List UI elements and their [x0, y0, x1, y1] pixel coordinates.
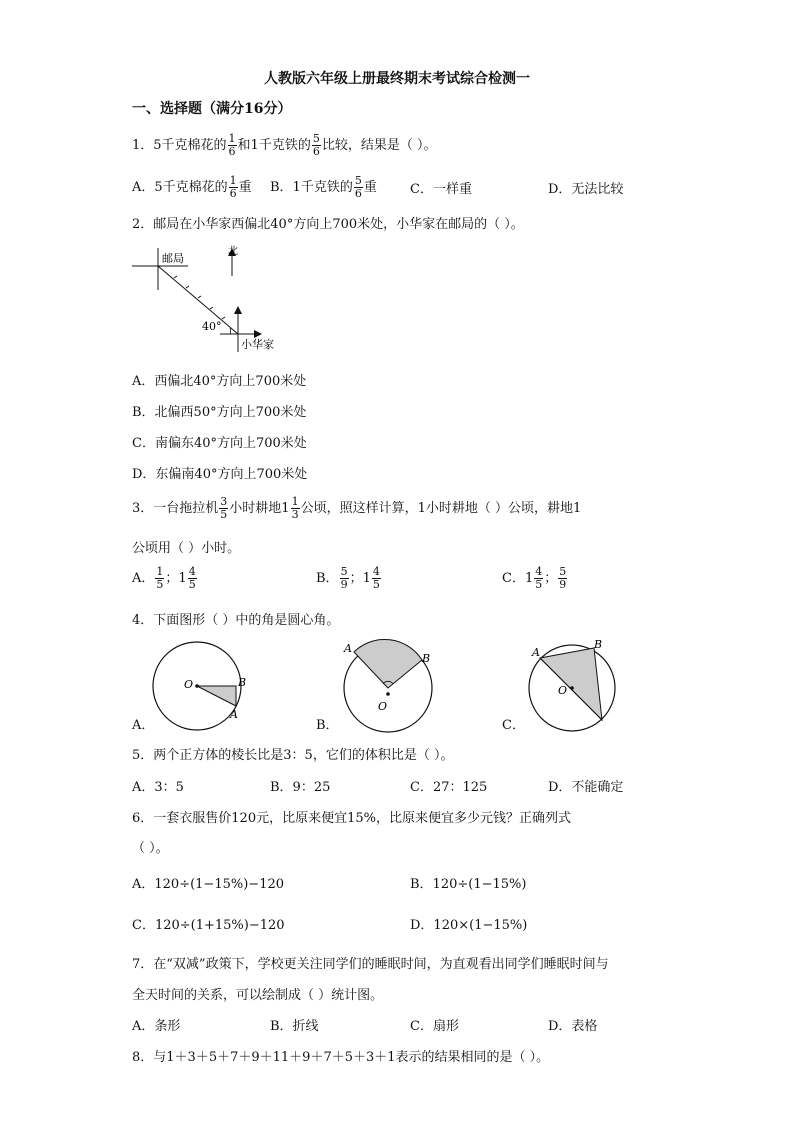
circle-figure-a: [150, 636, 260, 736]
q4-option-b-label: B．: [316, 718, 339, 733]
q6-option-b: B．120÷(1−15%): [410, 877, 527, 892]
q3-option-c: C．1 $\frac{4}{5}$ ； $\frac{5}{9}$: [502, 565, 567, 591]
q5-option-a: A．3：5: [132, 780, 184, 795]
section-heading: 一、选择题（满分16分）: [132, 101, 292, 117]
svg-text:O: O: [378, 700, 388, 713]
q1-option-d: D．无法比较: [548, 182, 624, 197]
page-title: 人教版六年级上册最终期末考试综合检测一: [264, 71, 530, 87]
q5-option-c: C．27：125: [410, 780, 488, 795]
q5-option-d: D．不能确定: [548, 780, 624, 795]
home-label: 小华家: [241, 338, 274, 351]
q2-option-a: A．西偏北40°方向上700米处: [132, 374, 307, 389]
post-office-label: 邮局: [162, 252, 184, 265]
q1-fraction-1: $\frac{1}{6}$: [228, 132, 236, 158]
question-1: [132, 133, 436, 158]
q2-option-d: D．东偏南40°方向上700米处: [132, 467, 308, 482]
q2-option-c: C．南偏东40°方向上700米处: [132, 436, 307, 451]
question-7-line2: 全天时间的关系，可以绘制成（ ）统计图。: [132, 988, 384, 1003]
q1-text-a: 1．5千克棉花的: [132, 138, 227, 153]
q5-option-b: B．9：25: [270, 780, 331, 795]
q7-option-c: C．扇形: [410, 1019, 459, 1034]
q7-option-d: D．表格: [548, 1019, 598, 1034]
question-2: 2．邮局在小华家西偏北40°方向上700米处，小华家在邮局的（ ）。: [132, 217, 524, 232]
q4-option-a-label: A．: [132, 718, 155, 733]
q6-option-d: D．120×(1−15%): [410, 918, 528, 933]
svg-text:A: A: [532, 646, 540, 659]
question-4: 4．下面图形（ ）中的角是圆心角。: [132, 613, 340, 628]
q3-option-b: B． $\frac{5}{9}$ ；1 $\frac{4}{5}$: [316, 565, 380, 591]
q1-text-c: 比较，结果是（ ）。: [321, 138, 437, 153]
q2-option-b: B．北偏西50°方向上700米处: [132, 405, 307, 420]
circle-figure-b: [338, 636, 448, 736]
north-label: 北: [228, 246, 238, 257]
svg-text:B: B: [422, 652, 431, 665]
q1-text-b: 和1千克铁的: [237, 138, 311, 153]
svg-text:O: O: [558, 684, 568, 697]
svg-text:O: O: [184, 678, 194, 691]
q3-option-a: A． $\frac{1}{5}$ ；1 $\frac{4}{5}$: [132, 565, 196, 591]
direction-diagram: [130, 240, 290, 358]
q1-option-b: B．1千克铁的 $\frac{5}{6}$ 重: [270, 174, 377, 200]
q6-option-c: C．120÷(1+15%)−120: [132, 918, 285, 933]
question-6-line2: （ ）。: [132, 841, 169, 856]
q7-option-b: B．折线: [270, 1019, 319, 1034]
svg-text:A: A: [230, 708, 238, 721]
q1-fraction-2: $\frac{5}{6}$: [312, 132, 320, 158]
q1-option-c: C．一样重: [410, 182, 472, 197]
circle-figure-c: [522, 636, 632, 736]
q4-option-c-label: C．: [502, 718, 525, 733]
question-3-line2: 公顷用（ ）小时。: [132, 541, 241, 556]
svg-text:B: B: [238, 676, 247, 689]
svg-text:A: A: [344, 642, 352, 655]
q1-option-a: A．5千克棉花的 $\frac{1}{6}$ 重: [132, 174, 252, 200]
question-3: 3．一台拖拉机 $\frac{3}{5}$ 小时耕地1 $\frac{1}{3}$ 公顷，照这样计算，1小时耕地（ ）公顷，耕地1: [132, 495, 582, 521]
question-6: 6．一套衣服售价120元，比原来便宜15%，比原来便宜多少元钱？正确列式: [132, 811, 571, 826]
question-7: 7．在“双减”政策下，学校更关注同学们的睡眠时间，为直观看出同学们睡眠时间与: [132, 957, 609, 972]
svg-text:B: B: [594, 638, 603, 651]
question-8: 8．与1＋3＋5＋7＋9＋11＋9＋7＋5＋3＋1表示的结果相同的是（ ）。: [132, 1050, 550, 1065]
q7-option-a: A．条形: [132, 1019, 181, 1034]
question-5: 5．两个正方体的棱长比是3：5，它们的体积比是（ ）。: [132, 748, 454, 763]
angle-label: 40°: [202, 320, 222, 333]
q6-option-a: A．120÷(1−15%)−120: [132, 877, 285, 892]
